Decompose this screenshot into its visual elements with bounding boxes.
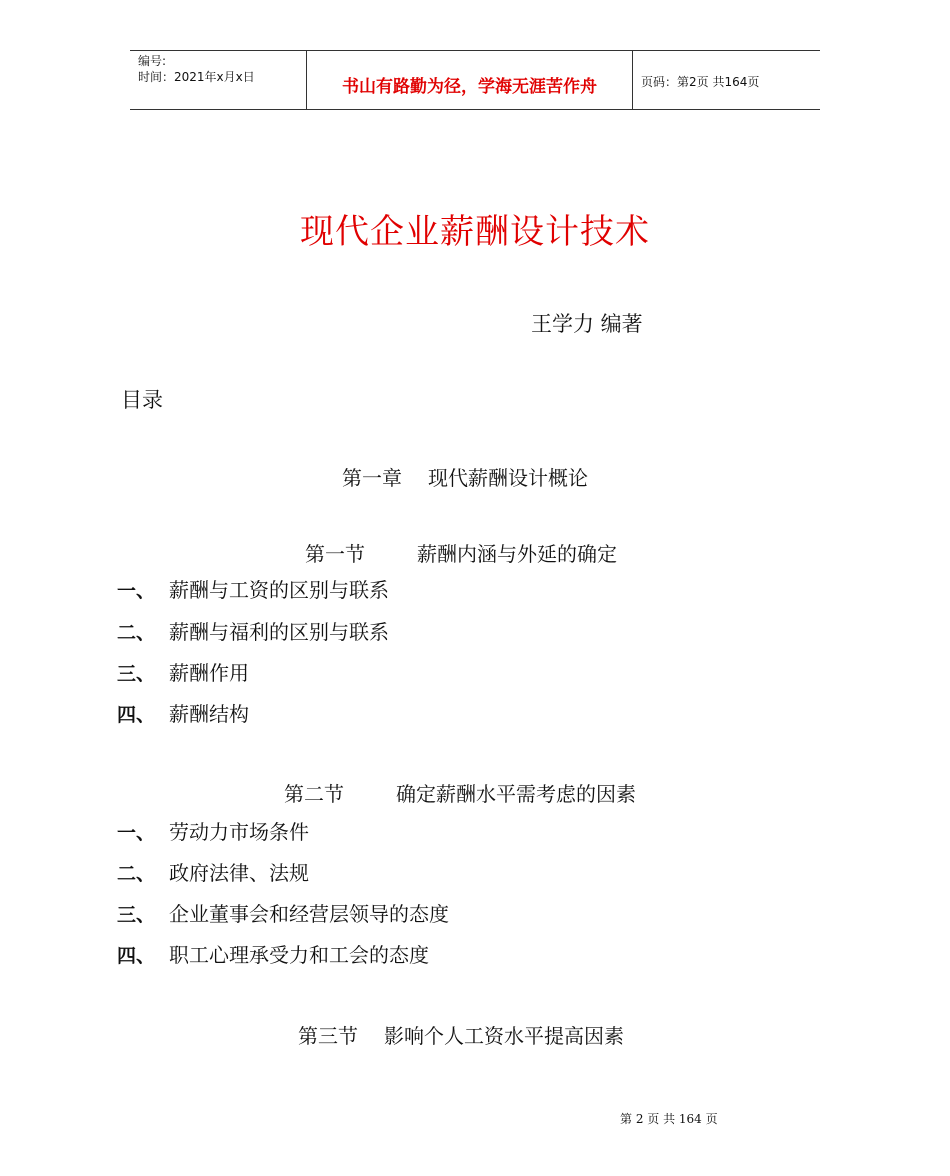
section-number: 第三节 (298, 1024, 358, 1048)
list-item (117, 657, 249, 686)
item-text: 薪酬作用 (169, 661, 249, 685)
list-item (117, 698, 249, 727)
list-item (117, 857, 309, 886)
chapter-title: 现代薪酬设计概论 (428, 466, 588, 490)
item-text: 薪酬与工资的区别与联系 (169, 578, 389, 602)
item-number: 二、 (117, 622, 156, 644)
list-item (117, 898, 449, 927)
item-number: 四、 (117, 945, 156, 967)
item-number: 二、 (117, 863, 156, 885)
item-text: 薪酬结构 (169, 702, 249, 726)
header-page-info: 页码：第2页 共164页 (641, 75, 760, 89)
serial-label: 编号: (138, 54, 167, 68)
list-item (117, 816, 309, 845)
chapter-number: 第一章 (342, 466, 402, 490)
section-title: 确定薪酬水平需考虑的因素 (396, 782, 636, 806)
section-number: 第二节 (284, 782, 344, 806)
toc-heading: 目录 (121, 388, 163, 412)
section-heading (284, 778, 636, 807)
item-text: 劳动力市场条件 (169, 820, 309, 844)
document-author: 王学力 编著 (531, 312, 643, 336)
item-text: 薪酬与福利的区别与联系 (169, 620, 389, 644)
list-item (117, 574, 389, 603)
section-title: 薪酬内涵与外延的确定 (417, 542, 617, 566)
date-label: 时间：2021年x月x日 (138, 70, 255, 84)
item-text: 企业董事会和经营层领导的态度 (169, 902, 449, 926)
page-footer: 第 2 页 共 164 页 (620, 1112, 718, 1126)
header-page-cell (633, 51, 820, 109)
item-number: 三、 (117, 904, 156, 926)
item-number: 一、 (117, 822, 156, 844)
chapter-heading (342, 462, 588, 491)
item-text: 政府法律、法规 (169, 861, 309, 885)
list-item (117, 616, 389, 645)
document-title: 现代企业薪酬设计技术 (300, 212, 650, 252)
section-heading (305, 538, 617, 567)
header-motto-cell (307, 51, 633, 109)
header-motto: 书山有路勤为径，学海无涯苦作舟 (342, 77, 597, 97)
item-number: 三、 (117, 663, 156, 685)
section-title: 影响个人工资水平提高因素 (384, 1024, 624, 1048)
item-number: 四、 (117, 704, 156, 726)
section-heading (298, 1020, 624, 1049)
item-text: 职工心理承受力和工会的态度 (169, 943, 429, 967)
page-header-table (130, 50, 820, 110)
header-meta-cell (130, 51, 307, 109)
section-number: 第一节 (305, 542, 365, 566)
item-number: 一、 (117, 580, 156, 602)
list-item (117, 939, 429, 968)
